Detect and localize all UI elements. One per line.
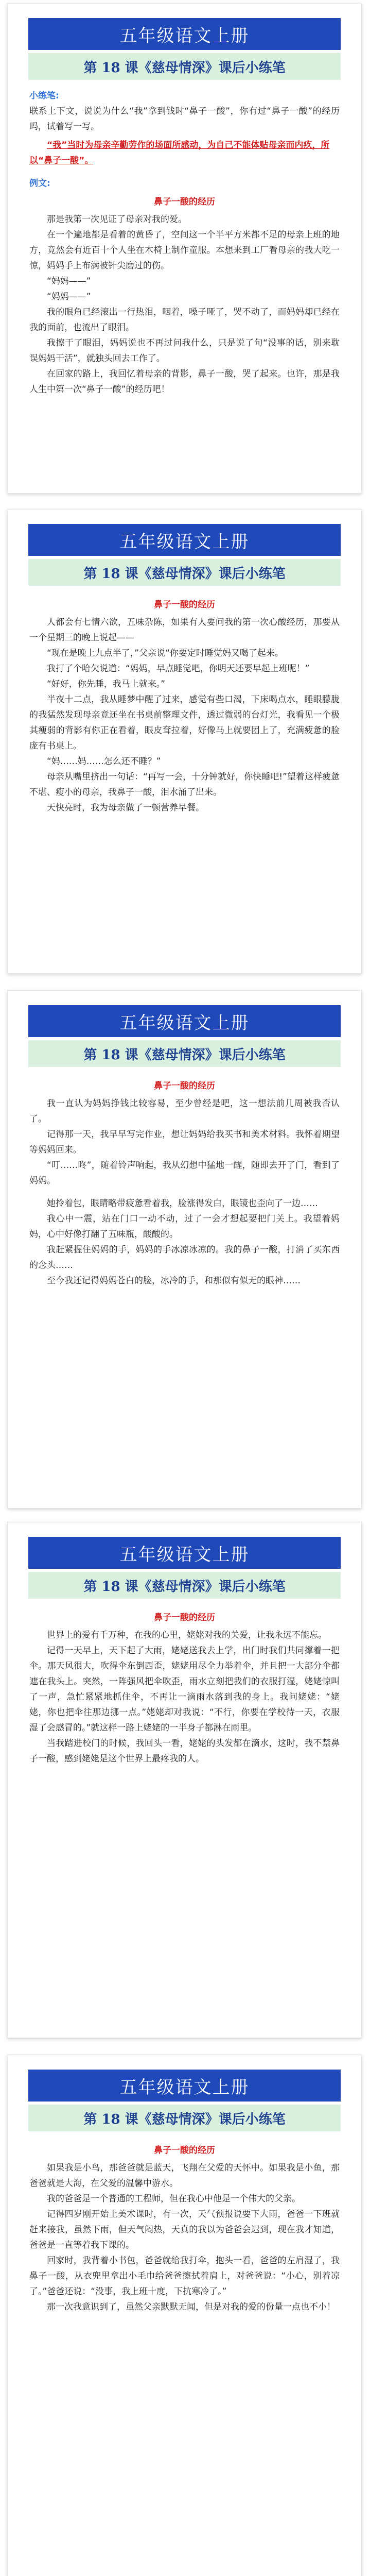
paragraph: 我赶紧握住妈妈的手，妈妈的手冰凉冰凉的。我的鼻子一酸，打消了买东西的念头…… (29, 1245, 340, 1270)
paragraph: 半夜十二点，我从睡梦中醒了过来，感觉有些口渴，下床喝点水，睡眼朦胧的我猛然发现母亲竟还坐在书桌前整理文件，透过微弱的台灯光，我看见一个极其瘦弱的背影有你正在看着，眼皮耷拉着，好像马上就要团上了，充满疲惫的脸庞有书桌上。 (29, 694, 340, 751)
header-subtitle: 第 18 课《慈母情深》课后小练笔 (28, 2105, 341, 2131)
story-title: 鼻子一酸的经历 (154, 2145, 215, 2156)
example-label: 例文: (29, 178, 50, 189)
answer-note: “我”当时为母亲辛勤劳作的场面所感动，为自己不能体贴母亲而内疚，所以“鼻子一酸”。 (29, 140, 330, 166)
exercise-label: 小练笔: (29, 91, 59, 101)
worksheet-card-4 (7, 1522, 362, 2038)
paragraph: 母亲从嘴里挤出一句话：“再写一会，十分钟就好，你快睡吧!”望着这样疲惫不堪、瘦小的母亲，我鼻子一酸，泪水涌了出来。 (29, 772, 340, 798)
card-body (8, 2131, 361, 2315)
paragraph: 人都会有七情六欲，五味杂陈，如果有人要问我的第一次心酸经历，那要从一个星期三的晚上说起—— (29, 617, 340, 643)
worksheet-card-1 (7, 3, 362, 494)
paragraph: 当我踏进校门的时候，我回头一看，姥姥的头发都在滴水，这时，我不禁鼻子一酸，感到姥姥是这个世界上最疼我的人。 (29, 1738, 340, 1764)
worksheet-card-3 (7, 990, 362, 1509)
paragraph: 记得一天早上，天下起了大雨，姥姥送我去上学，出门时我们共同撑着一把伞。那天风很大，吹得伞东倒西歪，姥姥用尽全力举着伞，并且把一大部分伞都遮在我头上。突然，一阵强风把伞吹歪，雨水立刻把我们的衣服打湿，姥姥惊叫了一声，急忙紧紧地抓住伞，不再让一滴雨水落到我的身上。我问姥姥：“姥姥，你也把伞往那边挪一点。”姥姥却对我说：“不行，你要在学校待一天，衣服湿了会感冒的。”就这样一路上姥姥的一半身子都淋在雨里。 (29, 1646, 340, 1733)
paragraph: 在一个遍地都是看着的黄昏了，空间这一个半平方米都不足的母亲上班的地方，竟然会有近百十个人坐在木椅上制作童服。本想来到工厂看母亲的我大吃一惊，妈妈手上布满被针尖磨过的伤。 (29, 230, 340, 271)
paragraph: 我一直认为妈妈挣钱比较容易，至少曾经是吧，这一想法前几周被我否认了。 (29, 1098, 340, 1124)
paragraph: 天快亮时，我为母亲做了一顿营养早餐。 (47, 803, 204, 813)
header-title: 五年级语文上册 (28, 524, 341, 556)
header-title: 五年级语文上册 (28, 1005, 341, 1037)
paragraph: 我擦干了眼泪，妈妈说也不再过问我什么，只是说了句“没事的话，别来耽误妈妈干活”，就独头回去工作了。 (29, 338, 340, 364)
story-title: 鼻子一酸的经历 (154, 1081, 215, 1091)
paragraph: 那是我第一次见证了母亲对我的爱。 (47, 214, 187, 225)
header-title: 五年级语文上册 (28, 18, 341, 50)
paragraph: 回家时，我背着小书包，爸爸就给我打伞，抱头一看，爸爸的左肩湿了，我鼻子一酸，从衣兜里拿出小毛巾给爸爸擦拭着肩上，对爸爸说：“小心，别着凉了。”爸爸还说：“没事，我上班十度，下抗寒冷了。” (29, 2256, 340, 2297)
card-body (8, 80, 361, 397)
paragraph: 她拎着包，眼睛略带疲惫看着我，脸涨得发白，眼镜也歪向了一边…… (47, 1198, 318, 1209)
paragraph: 我的爸爸是一个普通的工程师，但在我心中他是一个伟大的父亲。 (47, 2194, 301, 2204)
header-subtitle: 第 18 课《慈母情深》课后小练笔 (28, 53, 341, 80)
card-body (8, 586, 361, 816)
worksheet-card-5 (7, 2055, 362, 2576)
paragraph: 记得那一天，我早早写完作业，想让妈妈给我买书和美术材料。我怀着期望等妈妈回来。 (29, 1129, 340, 1155)
instruction-text: 联系上下文，说说为什么“我”拿到钱时“鼻子一酸”，你有过“鼻子一酸”的经历吗，试着写一写。 (29, 106, 340, 132)
paragraph: “现在是晚上九点半了，”父亲说“你要定时睡觉妈又喝了起来。 (47, 648, 284, 658)
card-body (8, 1599, 361, 1767)
paragraph: 我的眼角已经滚出一行热泪，咽着，嗓子哑了，哭不动了，而妈妈却已经在我的面前，也流出了眼泪。 (29, 307, 340, 333)
header-subtitle: 第 18 课《慈母情深》课后小练笔 (28, 1040, 341, 1067)
worksheet-card-2 (7, 509, 362, 974)
paragraph: 世界上的爱有千万种，在我的心里，姥姥对我的关爱，让我永远不能忘。 (47, 1630, 327, 1640)
header-subtitle: 第 18 课《慈母情深》课后小练笔 (28, 1572, 341, 1599)
card-body (8, 1067, 361, 1289)
paragraph: 那一次我意识到了，虽然父亲默默无闻，但是对我的爱的份量一点也不小！ (47, 2302, 336, 2312)
paragraph: “好好，你先睡，我马上就来。” (47, 679, 166, 689)
paragraph: 记得四岁刚开始上美术课时，有一次，天气预报说要下大雨，爸爸一下班就赶来接我，虽然下雨，但天气闷热，天真的我以为爸爸会迟到，现在我才知道，爸爸是一直等着我下课的。 (29, 2209, 340, 2250)
paragraph: 如果我是小鸟，那爸爸就是蓝天，飞翔在父爱的天怀中。如果我是小鱼，那爸爸就是大海，在父爱的温馨中游水。 (29, 2163, 340, 2189)
paragraph: 我打了个哈欠说道：“妈妈，早点睡觉吧，你明天还要早起上班呢！” (47, 664, 310, 674)
story-title: 鼻子一酸的经历 (154, 600, 215, 610)
paragraph: “妈妈——” (47, 292, 91, 302)
header-subtitle: 第 18 课《慈母情深》课后小练笔 (28, 559, 341, 586)
paragraph: “妈妈——” (47, 276, 91, 286)
paragraph: “妈……妈……怎么还不睡？” (47, 756, 161, 767)
paragraph: 我心中一震，站在门口一动不动，过了一会才想起要把门关上。我望着妈妈，心中好像打翻了五味瓶，酸酸的。 (29, 1214, 340, 1240)
story-title: 鼻子一酸的经历 (154, 197, 215, 207)
story-title: 鼻子一酸的经历 (154, 1613, 215, 1623)
header-title: 五年级语文上册 (28, 1537, 341, 1569)
paragraph: 至今我还记得妈妈苍白的脸，冰冷的手，和那似有似无的眼神…… (47, 1276, 301, 1286)
paragraph: 在回家的路上，我回忆着母亲的背影，鼻子一酸，哭了起来。也许，那是我人生中第一次“鼻子一酸”的经历吧！ (29, 369, 340, 395)
header-title: 五年级语文上册 (28, 2070, 341, 2102)
paragraph: “叮……咚”，随着铃声响起，我从幻想中猛地一醒，随即去开了门，看到了妈妈。 (29, 1160, 340, 1186)
